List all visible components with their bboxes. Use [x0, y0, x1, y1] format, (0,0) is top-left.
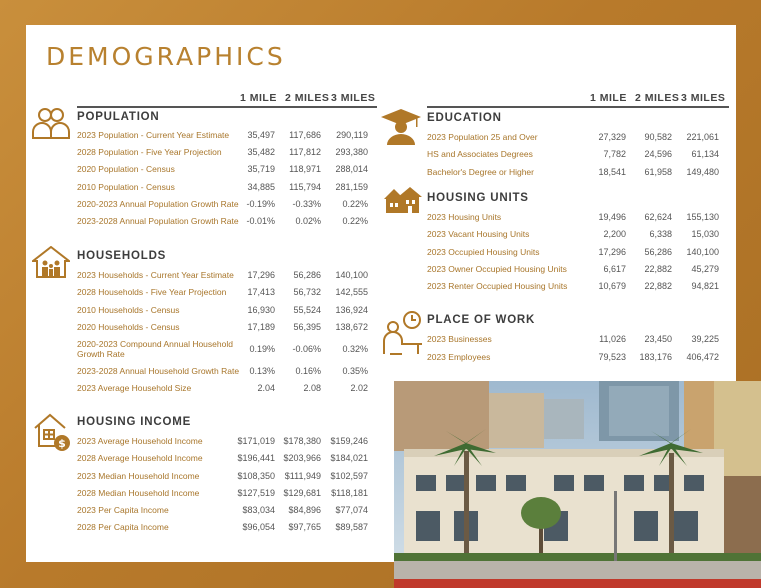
value-3-mile: $184,021: [330, 453, 368, 463]
row-label: Bachelor's Degree or Higher: [427, 167, 534, 177]
row-label: 2023 Average Household Income: [77, 436, 203, 446]
col-header-3-miles-right: 3 MILES: [681, 92, 726, 104]
table-row: [427, 247, 729, 263]
table-row: [427, 264, 729, 280]
value-2-mile: 56,286: [644, 247, 672, 257]
row-label: HS and Associates Degrees: [427, 149, 533, 159]
value-3-mile: 406,472: [686, 352, 719, 362]
value-1-mile: 0.19%: [249, 344, 275, 354]
value-2-mile: 117,686: [289, 130, 321, 140]
value-1-mile: $127,519: [237, 488, 275, 498]
worker-clock-icon: [380, 310, 424, 356]
value-2-mile: 118,971: [289, 164, 321, 174]
row-label: 2023 Average Household Size: [77, 383, 192, 393]
table-row: [77, 522, 377, 538]
house-family-icon: [32, 246, 70, 278]
col-header-2-miles-right: 2 MILES: [635, 92, 680, 104]
value-3-mile: 0.22%: [342, 216, 368, 226]
section-title-housing-income: HOUSING INCOME: [77, 416, 192, 428]
row-label: 2020-2023 Annual Population Growth Rate: [77, 199, 239, 209]
table-row: [77, 216, 377, 232]
value-3-mile: 149,480: [686, 167, 719, 177]
value-1-mile: 2,200: [603, 229, 626, 239]
value-1-mile: 2.04: [257, 383, 275, 393]
row-label: 2028 Median Household Income: [77, 488, 200, 498]
table-row: [427, 352, 729, 368]
table-row: [427, 149, 729, 165]
value-1-mile: 79,523: [598, 352, 626, 362]
value-2-mile: 117,812: [289, 147, 321, 157]
value-3-mile: $102,597: [330, 471, 368, 481]
value-1-mile: 17,189: [247, 322, 275, 332]
value-1-mile: 17,296: [247, 270, 275, 280]
row-label: 2023 Businesses: [427, 334, 492, 344]
table-row: [427, 212, 729, 228]
section-title-population: POPULATION: [77, 111, 160, 123]
svg-text:$: $: [58, 437, 66, 450]
value-1-mile: 10,679: [598, 281, 626, 291]
value-3-mile: 221,061: [686, 132, 719, 142]
row-label: 2010 Population - Census: [77, 182, 175, 192]
table-row: [427, 229, 729, 245]
row-label: 2023 Per Capita Income: [77, 505, 169, 515]
value-1-mile: $83,034: [242, 505, 275, 515]
value-2-mile: $203,966: [283, 453, 321, 463]
table-row: [77, 436, 377, 452]
table-row: [77, 339, 377, 359]
row-label: 2023 Median Household Income: [77, 471, 200, 481]
value-3-mile: 288,014: [335, 164, 368, 174]
table-row: [427, 167, 729, 183]
value-1-mile: 19,496: [598, 212, 626, 222]
house-dollar-icon: [32, 412, 72, 452]
value-3-mile: 39,225: [691, 334, 719, 344]
value-3-mile: 281,159: [335, 182, 368, 192]
table-row: [427, 281, 729, 297]
header-rule-right: [427, 106, 729, 108]
value-2-mile: 0.02%: [295, 216, 321, 226]
col-header-1-mile-right: 1 MILE: [590, 92, 627, 104]
building-photo: [394, 381, 761, 588]
row-label: 2023 Population 25 and Over: [427, 132, 538, 142]
value-1-mile: $96,054: [242, 522, 275, 532]
value-3-mile: 140,100: [335, 270, 368, 280]
row-label: 2023-2028 Annual Household Growth Rate: [77, 366, 240, 376]
col-header-1-mile-left: 1 MILE: [240, 92, 277, 104]
value-1-mile: 6,617: [603, 264, 626, 274]
value-1-mile: 34,885: [247, 182, 275, 192]
value-1-mile: 35,497: [247, 130, 275, 140]
value-1-mile: $108,350: [237, 471, 275, 481]
col-header-3-miles-left: 3 MILES: [331, 92, 376, 104]
value-2-mile: -0.06%: [292, 344, 321, 354]
row-label: 2028 Population - Five Year Projection: [77, 147, 222, 157]
value-1-mile: -0.01%: [246, 216, 275, 226]
value-2-mile: 23,450: [644, 334, 672, 344]
row-label: 2020 Households - Census: [77, 322, 180, 332]
value-3-mile: $77,074: [335, 505, 368, 515]
value-2-mile: 24,596: [644, 149, 672, 159]
table-row: [77, 270, 377, 286]
value-3-mile: 142,555: [335, 287, 368, 297]
section-title-households: HOUSEHOLDS: [77, 250, 167, 262]
value-2-mile: $129,681: [283, 488, 321, 498]
table-row: [77, 164, 377, 180]
table-row: [77, 287, 377, 303]
value-2-mile: 55,524: [293, 305, 321, 315]
value-3-mile: $159,246: [330, 436, 368, 446]
value-3-mile: $118,181: [331, 488, 368, 498]
row-label: 2010 Households - Census: [77, 305, 180, 315]
col-header-2-miles-left: 2 MILES: [285, 92, 330, 104]
table-row: [77, 366, 377, 382]
value-3-mile: 0.22%: [342, 199, 368, 209]
value-1-mile: 35,482: [247, 147, 275, 157]
row-label: 2023 Households - Current Year Estimate: [77, 270, 234, 280]
value-3-mile: 136,924: [335, 305, 368, 315]
value-2-mile: $97,765: [288, 522, 321, 532]
table-row: [77, 182, 377, 198]
value-2-mile: 183,176: [639, 352, 672, 362]
value-1-mile: 11,026: [599, 334, 626, 344]
value-2-mile: 6,338: [649, 229, 672, 239]
row-label: 2023 Employees: [427, 352, 491, 362]
value-1-mile: -0.19%: [246, 199, 275, 209]
value-3-mile: 155,130: [686, 212, 719, 222]
value-3-mile: 2.02: [350, 383, 368, 393]
table-row: [77, 383, 377, 399]
section-title-housing-units: HOUSING UNITS: [427, 192, 529, 204]
value-3-mile: 140,100: [686, 247, 719, 257]
section-title-education: EDUCATION: [427, 112, 502, 124]
table-row: [77, 199, 377, 215]
value-1-mile: 35,719: [247, 164, 275, 174]
value-2-mile: 22,882: [644, 264, 672, 274]
row-label: 2028 Per Capita Income: [77, 522, 169, 532]
row-label: 2023-2028 Annual Population Growth Rate: [77, 216, 239, 226]
value-1-mile: 0.13%: [249, 366, 275, 376]
value-3-mile: 15,030: [691, 229, 719, 239]
table-row: [77, 505, 377, 521]
houses-icon: [382, 186, 422, 214]
value-1-mile: 27,329: [598, 132, 626, 142]
value-2-mile: 90,582: [644, 132, 672, 142]
value-2-mile: 56,395: [293, 322, 321, 332]
value-3-mile: 0.35%: [342, 366, 368, 376]
table-row: [77, 322, 377, 338]
table-row: [427, 132, 729, 148]
value-2-mile: 22,882: [644, 281, 672, 291]
row-label: 2020 Population - Census: [77, 164, 175, 174]
row-label: 2028 Average Household Income: [77, 453, 203, 463]
row-label: 2023 Vacant Housing Units: [427, 229, 530, 239]
value-2-mile: $178,380: [283, 436, 321, 446]
value-2-mile: -0.33%: [292, 199, 321, 209]
value-2-mile: 115,794: [289, 182, 321, 192]
value-1-mile: 18,541: [598, 167, 626, 177]
row-label: 2023 Occupied Housing Units: [427, 247, 540, 257]
value-3-mile: 61,134: [691, 149, 719, 159]
value-3-mile: 293,380: [335, 147, 368, 157]
table-row: [77, 147, 377, 163]
section-title-place-of-work: PLACE OF WORK: [427, 314, 536, 326]
value-1-mile: $171,019: [237, 436, 275, 446]
value-2-mile: 0.16%: [295, 366, 321, 376]
table-row: [77, 130, 377, 146]
value-2-mile: 56,732: [293, 287, 321, 297]
row-label: 2020-2023 Compound Annual Household Growth Rate: [77, 339, 233, 359]
value-2-mile: 2.08: [303, 383, 321, 393]
table-row: [427, 334, 729, 350]
row-label: 2028 Households - Five Year Projection: [77, 287, 227, 297]
row-label: 2023 Owner Occupied Housing Units: [427, 264, 567, 274]
row-label: 2023 Renter Occupied Housing Units: [427, 281, 568, 291]
table-row: [77, 471, 377, 487]
value-3-mile: $89,587: [335, 522, 368, 532]
page-title: DEMOGRAPHICS: [46, 42, 286, 71]
value-3-mile: 45,279: [691, 264, 719, 274]
value-1-mile: 7,782: [603, 149, 626, 159]
value-2-mile: 61,958: [644, 167, 672, 177]
row-label: 2023 Population - Current Year Estimate: [77, 130, 230, 140]
people-icon: [30, 106, 72, 140]
value-1-mile: $196,441: [237, 453, 275, 463]
table-row: [77, 305, 377, 321]
value-2-mile: $84,896: [288, 505, 321, 515]
value-1-mile: 17,413: [247, 287, 275, 297]
table-row: [77, 488, 377, 504]
value-2-mile: 56,286: [293, 270, 321, 280]
row-label: 2023 Housing Units: [427, 212, 502, 222]
value-1-mile: 17,296: [598, 247, 626, 257]
value-1-mile: 16,930: [247, 305, 275, 315]
value-3-mile: 94,821: [691, 281, 719, 291]
value-2-mile: $111,949: [284, 471, 321, 481]
value-3-mile: 0.32%: [342, 344, 368, 354]
value-2-mile: 62,624: [644, 212, 672, 222]
graduate-icon: [380, 108, 422, 146]
value-3-mile: 138,672: [335, 322, 368, 332]
table-row: [77, 453, 377, 469]
value-3-mile: 290,119: [336, 130, 368, 140]
header-rule-left: [77, 106, 377, 108]
